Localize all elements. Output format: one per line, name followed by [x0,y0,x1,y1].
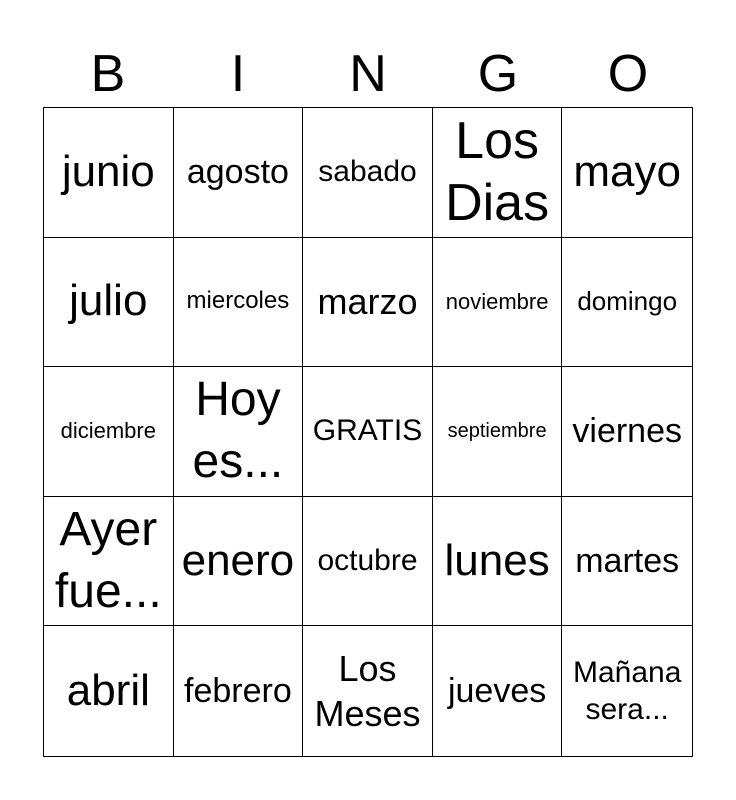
bingo-cell[interactable]: septiembre [433,367,563,497]
bingo-cell[interactable]: domingo [562,238,692,368]
bingo-cell[interactable]: Mañana sera... [572,655,682,727]
bingo-cell[interactable]: Ayer fue... [44,497,174,627]
header-letter-o: O [607,45,649,103]
bingo-cell[interactable]: octubre [303,497,433,627]
bingo-cell[interactable]: julio [44,238,174,368]
bingo-board [43,107,693,757]
bingo-cell[interactable]: diciembre [44,367,174,497]
bingo-cell[interactable]: jueves [433,626,563,756]
bingo-cell[interactable]: viernes [562,367,692,497]
header-letter-b: B [90,45,126,103]
bingo-cell[interactable]: Los Dias [433,108,563,238]
header-letter-n: N [349,45,387,103]
bingo-cell[interactable]: junio [44,108,174,238]
bingo-cell[interactable]: agosto [174,108,304,238]
bingo-cell[interactable]: mayo [562,108,692,238]
bingo-cell[interactable]: febrero [174,626,304,756]
header-letter-i: I [230,45,246,103]
bingo-header [43,42,693,106]
bingo-cell[interactable]: martes [562,497,692,627]
bingo-cell[interactable]: lunes [433,497,563,627]
bingo-cell[interactable]: GRATIS [303,367,433,497]
bingo-cell[interactable]: Los Meses [303,626,433,756]
bingo-cell[interactable]: abril [44,626,174,756]
bingo-cell[interactable]: noviembre [433,238,563,368]
bingo-cell[interactable]: sabado [303,108,433,238]
bingo-cell[interactable]: marzo [303,238,433,368]
bingo-cell[interactable]: Hoy es... [174,367,304,497]
bingo-cell[interactable]: enero [174,497,304,627]
bingo-cell[interactable]: miercoles [174,238,304,368]
header-letter-g: G [477,45,519,103]
